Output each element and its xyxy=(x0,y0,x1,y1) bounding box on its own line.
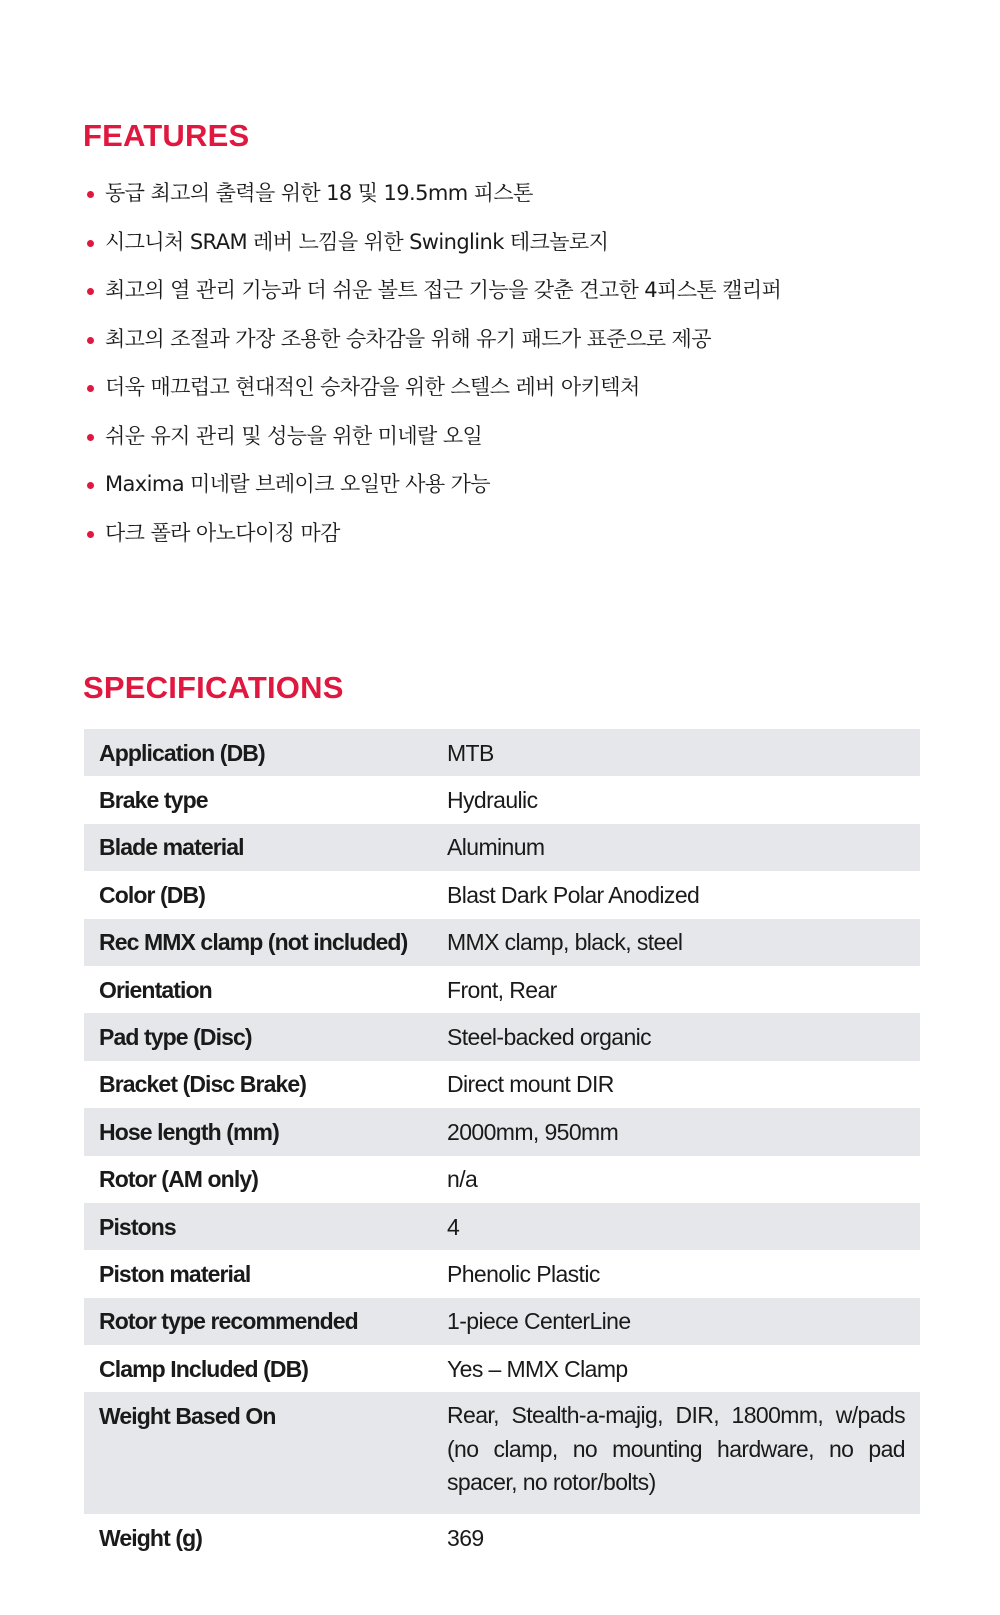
spec-label: Pistons xyxy=(84,1203,432,1250)
table-row xyxy=(84,776,920,823)
specifications-table xyxy=(84,729,920,1562)
features-list xyxy=(83,174,943,562)
spec-value: 369 xyxy=(447,1525,484,1552)
feature-item xyxy=(83,271,943,320)
table-row xyxy=(84,729,920,776)
feature-text: 다크 폴라 아노다이징 마감 xyxy=(105,520,340,545)
table-row xyxy=(84,1298,920,1345)
table-row xyxy=(84,1108,920,1155)
spec-value: n/a xyxy=(447,1166,478,1193)
spec-value: 2000mm, 950mm xyxy=(432,1108,920,1155)
bullet-icon xyxy=(87,337,94,344)
feature-item xyxy=(83,514,943,563)
spec-label: Clamp Included (DB) xyxy=(99,1355,309,1382)
spec-label: Rotor type recommended xyxy=(84,1298,432,1345)
specifications-heading: SPECIFICATIONS xyxy=(83,670,344,705)
feature-text: 시그니처 SRAM 레버 느낌을 위한 Swinglink 테크놀로지 xyxy=(105,229,609,254)
spec-value: Yes – MMX Clamp xyxy=(447,1355,628,1382)
bullet-icon xyxy=(87,385,94,392)
spec-label: Blade material xyxy=(84,824,432,871)
table-row xyxy=(84,919,920,966)
spec-label: Pad type (Disc) xyxy=(84,1013,432,1060)
feature-text: 동급 최고의 출력을 위한 18 및 19.5mm 피스톤 xyxy=(105,181,533,205)
feature-item xyxy=(83,465,943,514)
table-row xyxy=(84,1250,920,1297)
spec-label: Hose length (mm) xyxy=(84,1108,432,1155)
spec-value: Rear, Stealth-a-majig, DIR, 1800mm, w/pads (no clamp, no mounting hardware, no pad spacer, no rotor/bolts) xyxy=(432,1392,920,1514)
table-row xyxy=(84,1061,920,1108)
table-row xyxy=(84,1392,920,1514)
feature-item xyxy=(83,174,943,223)
spec-label: Brake type xyxy=(99,787,208,814)
spec-label: Rotor (AM only) xyxy=(99,1166,258,1193)
spec-label: Bracket (Disc Brake) xyxy=(99,1071,307,1098)
spec-value: Aluminum xyxy=(432,824,920,871)
bullet-icon xyxy=(87,240,94,247)
bullet-icon xyxy=(87,288,94,295)
table-row xyxy=(84,1156,920,1203)
feature-text: 쉬운 유지 관리 및 성능을 위한 미네랄 오일 xyxy=(105,423,483,448)
table-row xyxy=(84,824,920,871)
feature-item xyxy=(83,368,943,417)
feature-text: 최고의 조절과 가장 조용한 승차감을 위해 유기 패드가 표준으로 제공 xyxy=(105,326,711,351)
table-row xyxy=(84,1203,920,1250)
spec-value: Front, Rear xyxy=(447,976,557,1003)
table-row xyxy=(84,1013,920,1060)
features-heading: FEATURES xyxy=(83,118,250,153)
bullet-icon xyxy=(87,191,94,198)
bullet-icon xyxy=(87,482,94,489)
spec-value: 4 xyxy=(432,1203,920,1250)
spec-label: Orientation xyxy=(99,976,212,1003)
spec-label: Weight Based On xyxy=(84,1392,432,1514)
table-row xyxy=(84,966,920,1013)
spec-label: Weight (g) xyxy=(99,1525,202,1552)
table-row xyxy=(84,871,920,918)
spec-label: Color (DB) xyxy=(99,881,205,908)
spec-value: Direct mount DIR xyxy=(447,1071,614,1098)
spec-label: Piston material xyxy=(99,1260,251,1287)
feature-text: Maxima 미네랄 브레이크 오일만 사용 가능 xyxy=(105,472,490,496)
table-row xyxy=(84,1514,920,1561)
spec-label: Application (DB) xyxy=(84,729,432,776)
bullet-icon xyxy=(87,531,94,538)
spec-value: Phenolic Plastic xyxy=(447,1260,600,1287)
spec-value: Blast Dark Polar Anodized xyxy=(447,881,700,908)
bullet-icon xyxy=(87,434,94,441)
spec-label: Rec MMX clamp (not included) xyxy=(84,919,432,966)
feature-text: 더욱 매끄럽고 현대적인 승차감을 위한 스텔스 레버 아키텍처 xyxy=(105,375,640,399)
spec-value: Hydraulic xyxy=(447,787,538,814)
feature-item xyxy=(83,223,943,272)
feature-item xyxy=(83,417,943,466)
spec-value: 1-piece CenterLine xyxy=(432,1298,920,1345)
feature-item xyxy=(83,320,943,369)
feature-text: 최고의 열 관리 기능과 더 쉬운 볼트 접근 기능을 갖춘 견고한 4피스톤 캘리퍼 xyxy=(105,278,782,302)
table-row xyxy=(84,1345,920,1392)
spec-value: Steel-backed organic xyxy=(432,1013,920,1060)
spec-value: MMX clamp, black, steel xyxy=(432,919,920,966)
spec-value: MTB xyxy=(432,729,920,776)
